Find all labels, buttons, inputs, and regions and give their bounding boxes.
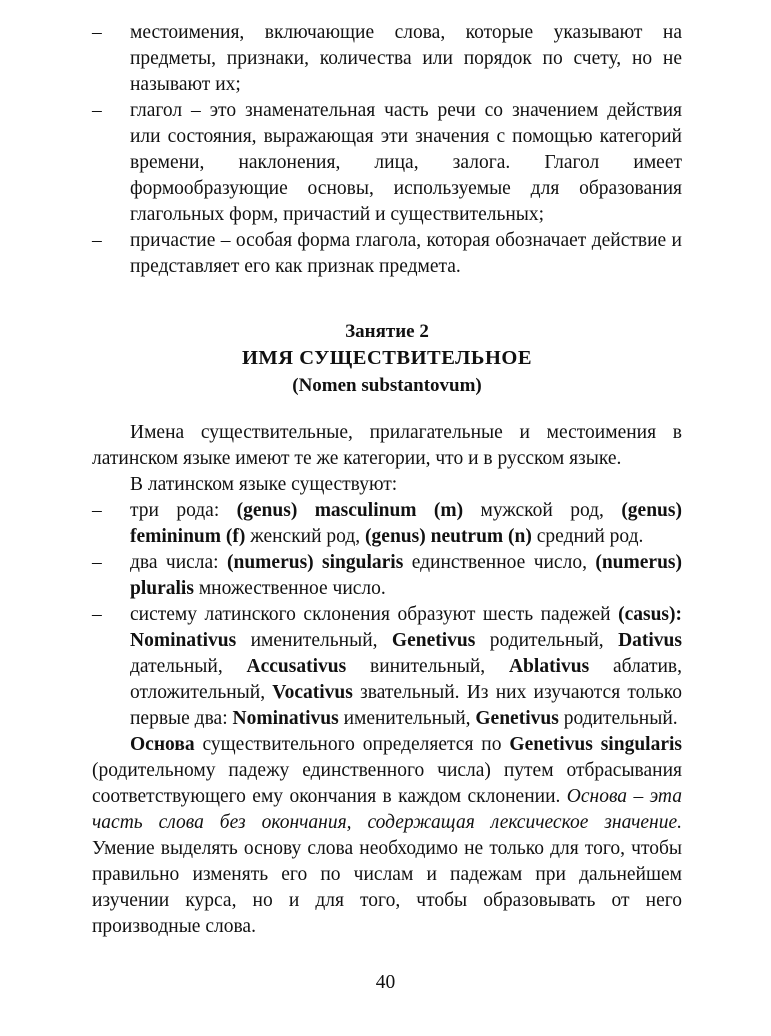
section-heading	[92, 318, 682, 399]
text-run: аблатив, отложительный,	[130, 656, 682, 703]
latin-term: Ablativus	[508, 656, 590, 677]
latin-term: Genetivus	[391, 630, 476, 651]
text-run: два числа:	[130, 552, 227, 573]
list-item	[92, 20, 682, 98]
list-dash: –	[92, 230, 102, 251]
text-run: мужской род,	[463, 500, 622, 521]
text-run: дательный,	[130, 656, 247, 677]
term-osnova: Основа	[130, 734, 195, 755]
text-run: (родительному падежу единственного числа) путем отбрасывания соответствующего ему окончания в каждом склонении.	[92, 760, 682, 807]
lesson-number: Занятие 2	[345, 321, 429, 342]
list-item-number	[92, 550, 682, 602]
text-run: именительный,	[236, 630, 392, 651]
latin-term: (casus): Nominativus	[130, 604, 682, 651]
latin-term: Vocativus	[272, 682, 353, 703]
top-list	[92, 20, 682, 280]
definition-italic: Основа – эта часть слова без окончания, содержащая лексическое значение.	[92, 786, 682, 833]
text-run: звательный. Из них изучаются только первые два:	[130, 682, 682, 729]
latin-term: Nominativus	[232, 708, 339, 729]
list-item	[92, 98, 682, 228]
text-run: родительный,	[475, 630, 619, 651]
latin-term: Accusativus	[246, 656, 347, 677]
intro-paragraph: Имена существительные, прилагательные и местоимения в латинском языке имеют те же категории, что и в русском языке.	[92, 422, 682, 469]
list-item-text: местоимения, включающие слова, которые указывают на предметы, признаки, количества или порядок по счету, но не называют их;	[130, 22, 682, 95]
text-run: родительный.	[558, 708, 678, 729]
text-run: женский род,	[245, 526, 366, 547]
text-run: средний род.	[531, 526, 644, 547]
list-dash: –	[92, 552, 102, 573]
list-item-text: глагол – это знаменательная часть речи со значением действия или состояния, выражающая эти значения с помощью категорий времени, наклонения, лица, залога. Глагол имеет формообразующие основы, используемые для образования глагольных форм, причастий и существительных;	[130, 100, 682, 225]
list-item	[92, 228, 682, 280]
section-title: ИМЯ СУЩЕСТВИТЕЛЬНОЕ	[241, 347, 533, 369]
latin-term: Genetivus singularis	[509, 734, 682, 755]
list-item-cases	[92, 602, 682, 732]
text-run: систему латинского склонения образуют шесть падежей	[130, 604, 619, 625]
intro-line: В латинском языке существуют:	[130, 474, 398, 495]
stem-paragraph	[92, 732, 682, 940]
text-run: Умение выделять основу слова необходимо не только для того, чтобы правильно изменять его по числам и падежам при дальнейшем изучении курса, но и для того, чтобы образовывать от него производные слова.	[92, 838, 682, 937]
text-run: именительный,	[338, 708, 476, 729]
list-dash: –	[92, 100, 102, 121]
text-run: винительный,	[346, 656, 509, 677]
text-run: три рода:	[130, 500, 237, 521]
list-dash: –	[92, 604, 102, 625]
text-run: множественное число.	[193, 578, 386, 599]
latin-term: (genus) masculinum (m)	[236, 500, 464, 521]
text-run: существительного определяется по	[194, 734, 510, 755]
text-run: единственное число,	[403, 552, 596, 573]
list-dash: –	[92, 22, 102, 43]
list-dash: –	[92, 500, 102, 521]
latin-term: (genus) femininum (f)	[130, 500, 682, 547]
latin-term: (numerus) singularis	[226, 552, 404, 573]
body-text	[92, 420, 682, 940]
list-item-gender	[92, 498, 682, 550]
latin-term: (numerus) pluralis	[130, 552, 682, 599]
latin-term: Dativus	[618, 630, 682, 651]
latin-term: Genetivus	[475, 708, 559, 729]
page-number: 40	[375, 972, 396, 993]
section-latin-title: (Nomen substantovum)	[292, 375, 482, 396]
latin-term: (genus) neutrum (n)	[365, 526, 532, 547]
list-item-text: причастие – особая форма глагола, которая обозначает действие и представляет его как признак предмета.	[130, 230, 682, 277]
